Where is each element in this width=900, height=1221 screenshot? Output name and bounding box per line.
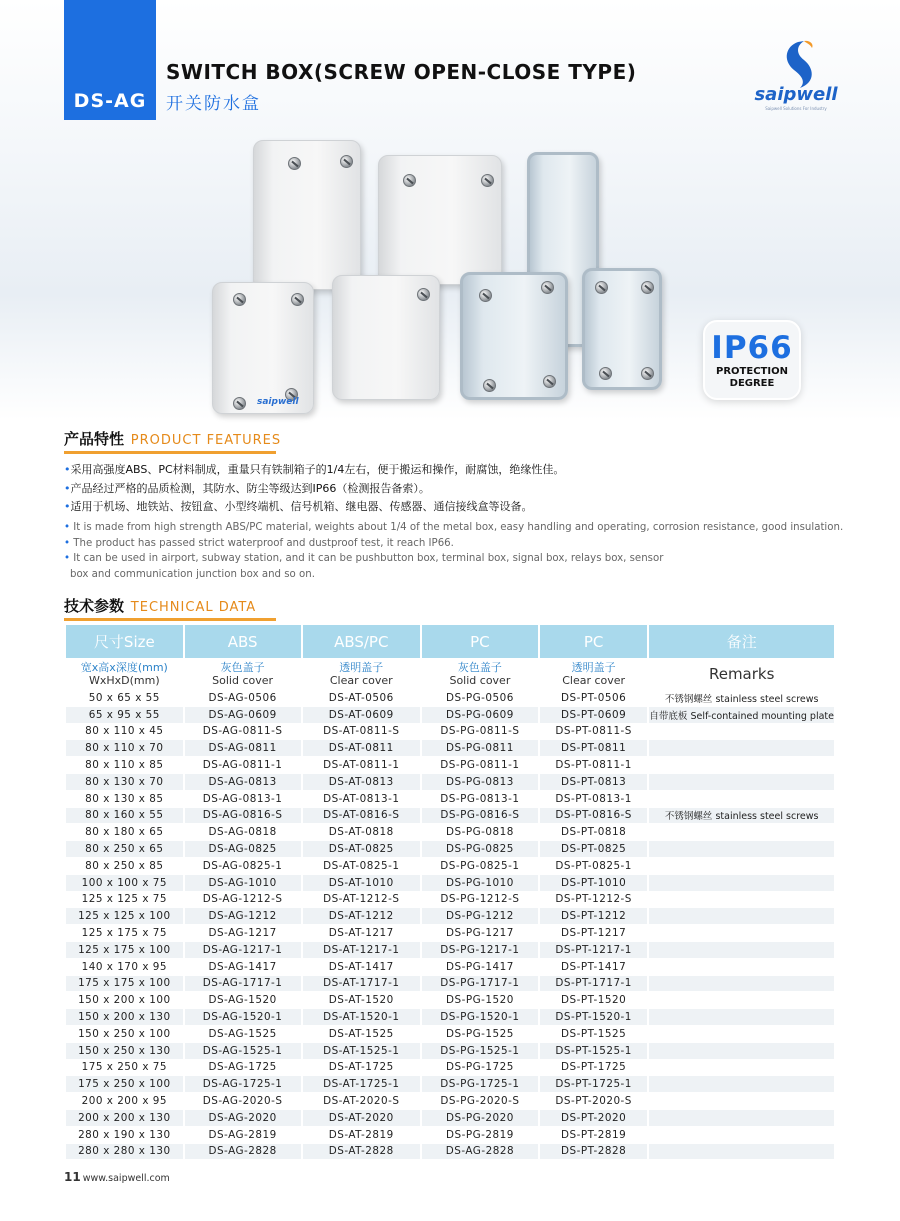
cell-abs-pc-model: DS-AT-0811-S bbox=[303, 724, 420, 740]
cell-pc-clear-model: DS-PT-1217 bbox=[540, 925, 648, 941]
cell-abs-pc-model: DS-AT-2819 bbox=[303, 1127, 420, 1143]
cell-pc-clear-model: DS-PT-1212 bbox=[540, 908, 648, 924]
cell-remark bbox=[649, 724, 834, 740]
cell-pc-solid-model: DS-PG-2020-S bbox=[422, 1093, 538, 1109]
cell-size: 80 x 110 x 85 bbox=[66, 757, 183, 773]
table-body bbox=[66, 690, 834, 1159]
table-row bbox=[66, 724, 834, 740]
screw-icon bbox=[233, 293, 246, 306]
table-row bbox=[66, 976, 834, 992]
cell-abs-pc-model: DS-AT-1520-1 bbox=[303, 1009, 420, 1025]
table-row bbox=[66, 707, 834, 723]
table-row bbox=[66, 875, 834, 891]
cell-abs-pc-model: DS-AT-0609 bbox=[303, 707, 420, 723]
cell-pc-clear-model: DS-PT-2020-S bbox=[540, 1093, 648, 1109]
header-remarks: 备注 bbox=[649, 625, 834, 658]
cell-abs-model: DS-AG-1525-1 bbox=[185, 1043, 301, 1059]
cell-remark bbox=[649, 1093, 834, 1109]
cell-abs-pc-model: DS-AT-1212 bbox=[303, 908, 420, 924]
cell-abs-pc-model: DS-AT-0811 bbox=[303, 740, 420, 756]
cell-pc-solid-model: DS-PG-0811 bbox=[422, 740, 538, 756]
cell-remark bbox=[649, 841, 834, 857]
cell-abs-model: DS-AG-0811-S bbox=[185, 724, 301, 740]
cell-abs-model: DS-AG-1520-1 bbox=[185, 1009, 301, 1025]
cell-pc-solid-model: DS-PG-1010 bbox=[422, 875, 538, 891]
table-row bbox=[66, 1009, 834, 1025]
enclosure-small-solid-2 bbox=[332, 275, 440, 400]
cell-remark bbox=[649, 908, 834, 924]
cell-size: 280 x 280 x 130 bbox=[66, 1144, 183, 1160]
cell-pc-solid-model: DS-AG-2828 bbox=[422, 1144, 538, 1160]
cell-size: 280 x 190 x 130 bbox=[66, 1127, 183, 1143]
cell-abs-pc-model: DS-AT-1212-S bbox=[303, 892, 420, 908]
screw-icon bbox=[340, 155, 353, 168]
cell-pc-solid-model: DS-PG-1717-1 bbox=[422, 976, 538, 992]
table-row bbox=[66, 925, 834, 941]
cell-pc-clear-model: DS-PT-0609 bbox=[540, 707, 648, 723]
cell-pc-clear-model: DS-PT-1717-1 bbox=[540, 976, 648, 992]
page-footer bbox=[64, 1170, 170, 1184]
table-row bbox=[66, 858, 834, 874]
table-row bbox=[66, 1144, 834, 1160]
cell-abs-model: DS-AG-1417 bbox=[185, 959, 301, 975]
cell-pc-solid-model: DS-PG-1212-S bbox=[422, 892, 538, 908]
ip66-badge bbox=[703, 320, 801, 400]
screw-icon bbox=[288, 157, 301, 170]
cell-size: 125 x 125 x 75 bbox=[66, 892, 183, 908]
technical-heading-en: TECHNICAL DATA bbox=[130, 600, 257, 615]
enclosure-wide-solid bbox=[378, 155, 502, 285]
page-number: 11 bbox=[64, 1170, 81, 1184]
cell-pc-solid-model: DS-PG-1525 bbox=[422, 1026, 538, 1042]
cell-remark bbox=[649, 892, 834, 908]
screw-icon bbox=[233, 397, 246, 410]
cell-abs-model: DS-AG-1212 bbox=[185, 908, 301, 924]
cell-pc-solid-model: DS-PG-0813-1 bbox=[422, 791, 538, 807]
cell-size: 125 x 125 x 100 bbox=[66, 908, 183, 924]
enclosure-tall-solid bbox=[253, 140, 361, 290]
cell-remark: 自带底板 Self-contained mounting plate bbox=[649, 707, 834, 723]
cell-remark bbox=[649, 1043, 834, 1059]
technical-underline bbox=[64, 618, 276, 621]
table-row bbox=[66, 757, 834, 773]
cell-size: 80 x 130 x 70 bbox=[66, 774, 183, 790]
technical-heading-cn: 技术参数 bbox=[64, 597, 125, 615]
footer-url: www.saipwell.com bbox=[82, 1173, 170, 1184]
logo-tagline: Saipwell Solutions For Industry bbox=[765, 106, 827, 111]
table-row bbox=[66, 892, 834, 908]
header-size: 尺寸Size bbox=[66, 625, 183, 658]
cell-pc-solid-model: DS-PG-1725-1 bbox=[422, 1076, 538, 1092]
cell-remark bbox=[649, 1127, 834, 1143]
cell-abs-pc-model: DS-AT-1520 bbox=[303, 992, 420, 1008]
table-row bbox=[66, 1060, 834, 1076]
saipwell-logo bbox=[746, 38, 846, 118]
cell-abs-model: DS-AG-0818 bbox=[185, 824, 301, 840]
cell-remark bbox=[649, 1110, 834, 1126]
cell-pc-solid-model: DS-PG-1520 bbox=[422, 992, 538, 1008]
cell-abs-pc-model: DS-AT-1725 bbox=[303, 1060, 420, 1076]
cell-size: 50 x 65 x 55 bbox=[66, 690, 183, 706]
features-heading bbox=[64, 428, 281, 449]
screw-icon bbox=[291, 293, 304, 306]
cell-size: 150 x 200 x 130 bbox=[66, 1009, 183, 1025]
subheader-pc-solid: 灰色盖子 Solid cover bbox=[422, 659, 538, 689]
cell-abs-model: DS-AG-0813-1 bbox=[185, 791, 301, 807]
feature-item-en: • It can be used in airport, subway station, and it can be pushbutton box, terminal box, signal box, relays box, sensor bbox=[64, 553, 664, 564]
table-row bbox=[66, 1093, 834, 1109]
cell-size: 150 x 250 x 100 bbox=[66, 1026, 183, 1042]
subheader-abs: 灰色盖子 Solid cover bbox=[185, 659, 301, 689]
table-row bbox=[66, 808, 834, 824]
cell-abs-pc-model: DS-AT-1010 bbox=[303, 875, 420, 891]
cell-remark bbox=[649, 1144, 834, 1160]
feature-item-en: • It is made from high strength ABS/PC material, weights about 1/4 of the metal box, easy handling and operating, corrosion resistance, good insulation. bbox=[64, 522, 844, 533]
cell-pc-clear-model: DS-PT-1725-1 bbox=[540, 1076, 648, 1092]
cell-pc-solid-model: DS-PG-0811-S bbox=[422, 724, 538, 740]
cell-remark bbox=[649, 1076, 834, 1092]
badge-line1: PROTECTION bbox=[716, 366, 788, 377]
features-heading-cn: 产品特性 bbox=[64, 430, 125, 448]
cell-pc-clear-model: DS-PT-0816-S bbox=[540, 808, 648, 824]
cell-abs-model: DS-AG-2020-S bbox=[185, 1093, 301, 1109]
screw-icon bbox=[417, 288, 430, 301]
cell-pc-solid-model: DS-PG-1212 bbox=[422, 908, 538, 924]
cell-remark: 不锈钢螺丝 stainless steel screws bbox=[649, 690, 834, 706]
cell-remark bbox=[649, 1009, 834, 1025]
table-row bbox=[66, 1127, 834, 1143]
cell-abs-model: DS-AG-1217 bbox=[185, 925, 301, 941]
cell-pc-clear-model: DS-PT-0811-1 bbox=[540, 757, 648, 773]
cell-abs-pc-model: DS-AT-0811-1 bbox=[303, 757, 420, 773]
subheader-abs-pc: 透明盖子 Clear cover bbox=[303, 659, 420, 689]
table-row bbox=[66, 1110, 834, 1126]
cell-remark bbox=[649, 992, 834, 1008]
page-title: SWITCH BOX(SCREW OPEN-CLOSE TYPE) bbox=[166, 60, 637, 84]
box-brand-mark: saipwell bbox=[257, 397, 299, 407]
cell-size: 80 x 130 x 85 bbox=[66, 791, 183, 807]
table-header-row bbox=[66, 625, 834, 658]
cell-pc-clear-model: DS-PT-1217-1 bbox=[540, 942, 648, 958]
table-row bbox=[66, 1026, 834, 1042]
table-subheader-row bbox=[66, 659, 834, 689]
cell-remark: 不锈钢螺丝 stainless steel screws bbox=[649, 808, 834, 824]
cell-abs-pc-model: DS-AT-1217 bbox=[303, 925, 420, 941]
cell-remark bbox=[649, 824, 834, 840]
cell-pc-solid-model: DS-PG-1217-1 bbox=[422, 942, 538, 958]
cell-abs-pc-model: DS-AT-1725-1 bbox=[303, 1076, 420, 1092]
cell-remark bbox=[649, 791, 834, 807]
cell-abs-pc-model: DS-AT-2020 bbox=[303, 1110, 420, 1126]
table-row bbox=[66, 992, 834, 1008]
cell-pc-solid-model: DS-PG-1417 bbox=[422, 959, 538, 975]
cell-size: 80 x 250 x 65 bbox=[66, 841, 183, 857]
cell-size: 125 x 175 x 100 bbox=[66, 942, 183, 958]
cell-pc-solid-model: DS-PG-1725 bbox=[422, 1060, 538, 1076]
technical-heading bbox=[64, 595, 256, 616]
cell-remark bbox=[649, 959, 834, 975]
cell-abs-pc-model: DS-AT-0813 bbox=[303, 774, 420, 790]
cell-abs-pc-model: DS-AT-0818 bbox=[303, 824, 420, 840]
cell-remark bbox=[649, 976, 834, 992]
cell-pc-clear-model: DS-PT-1520-1 bbox=[540, 1009, 648, 1025]
cell-abs-model: DS-AG-2020 bbox=[185, 1110, 301, 1126]
cell-abs-pc-model: DS-AT-1525 bbox=[303, 1026, 420, 1042]
logo-wordmark: saipwell bbox=[754, 84, 838, 105]
cell-remark bbox=[649, 925, 834, 941]
subheader-size: 宽x高x深度(mm) WxHxD(mm) bbox=[66, 659, 183, 689]
cell-pc-clear-model: DS-PT-0506 bbox=[540, 690, 648, 706]
cell-size: 80 x 180 x 65 bbox=[66, 824, 183, 840]
enclosure-small-solid-1 bbox=[212, 282, 314, 414]
screw-icon bbox=[483, 379, 496, 392]
cell-pc-solid-model: DS-PG-0609 bbox=[422, 707, 538, 723]
cell-abs-model: DS-AG-0811 bbox=[185, 740, 301, 756]
cell-pc-clear-model: DS-PT-0811 bbox=[540, 740, 648, 756]
cell-abs-pc-model: DS-AT-1525-1 bbox=[303, 1043, 420, 1059]
series-code: DS-AG bbox=[73, 90, 147, 112]
screw-icon bbox=[481, 174, 494, 187]
cell-pc-clear-model: DS-PT-2819 bbox=[540, 1127, 648, 1143]
cell-size: 175 x 175 x 100 bbox=[66, 976, 183, 992]
cell-pc-clear-model: DS-PT-0825 bbox=[540, 841, 648, 857]
table-row bbox=[66, 690, 834, 706]
table-row bbox=[66, 841, 834, 857]
ip-rating: IP66 bbox=[711, 330, 793, 366]
header-abs-pc: ABS/PC bbox=[303, 625, 420, 658]
cell-abs-model: DS-AG-1725-1 bbox=[185, 1076, 301, 1092]
table-row bbox=[66, 1076, 834, 1092]
subheader-remarks: Remarks bbox=[649, 659, 834, 689]
cell-pc-clear-model: DS-PT-1010 bbox=[540, 875, 648, 891]
cell-abs-model: DS-AG-2819 bbox=[185, 1127, 301, 1143]
cell-pc-solid-model: DS-PG-1520-1 bbox=[422, 1009, 538, 1025]
features-heading-en: PRODUCT FEATURES bbox=[130, 433, 282, 448]
cell-abs-model: DS-AG-1212-S bbox=[185, 892, 301, 908]
technical-data-table bbox=[64, 624, 836, 1160]
screw-icon bbox=[641, 367, 654, 380]
cell-pc-clear-model: DS-PT-1417 bbox=[540, 959, 648, 975]
cell-pc-solid-model: DS-PG-0818 bbox=[422, 824, 538, 840]
features-list-en bbox=[64, 520, 843, 582]
header-pc-solid: PC bbox=[422, 625, 538, 658]
cell-remark bbox=[649, 1026, 834, 1042]
cell-size: 150 x 250 x 130 bbox=[66, 1043, 183, 1059]
cell-abs-model: DS-AG-0825 bbox=[185, 841, 301, 857]
cell-remark bbox=[649, 875, 834, 891]
cell-pc-clear-model: DS-PT-1520 bbox=[540, 992, 648, 1008]
cell-abs-pc-model: DS-AT-0813-1 bbox=[303, 791, 420, 807]
cell-pc-solid-model: DS-PG-0811-1 bbox=[422, 757, 538, 773]
cell-pc-solid-model: DS-PG-1217 bbox=[422, 925, 538, 941]
header-abs: ABS bbox=[185, 625, 301, 658]
cell-abs-pc-model: DS-AT-0825 bbox=[303, 841, 420, 857]
cell-remark bbox=[649, 858, 834, 874]
cell-abs-model: DS-AG-0609 bbox=[185, 707, 301, 723]
cell-pc-solid-model: DS-PG-0825-1 bbox=[422, 858, 538, 874]
screw-icon bbox=[403, 174, 416, 187]
table-row bbox=[66, 1043, 834, 1059]
cell-abs-model: DS-AG-1010 bbox=[185, 875, 301, 891]
cell-abs-model: DS-AG-1520 bbox=[185, 992, 301, 1008]
cell-pc-clear-model: DS-PT-0811-S bbox=[540, 724, 648, 740]
cell-size: 80 x 160 x 55 bbox=[66, 808, 183, 824]
cell-remark bbox=[649, 757, 834, 773]
cell-size: 65 x 95 x 55 bbox=[66, 707, 183, 723]
cell-size: 80 x 110 x 45 bbox=[66, 724, 183, 740]
table-row bbox=[66, 908, 834, 924]
screw-icon bbox=[479, 289, 492, 302]
cell-pc-clear-model: DS-PT-0813-1 bbox=[540, 791, 648, 807]
enclosure-medium-clear bbox=[460, 272, 568, 400]
cell-pc-clear-model: DS-PT-2828 bbox=[540, 1144, 648, 1160]
cell-pc-solid-model: DS-PG-0506 bbox=[422, 690, 538, 706]
badge-line2: DEGREE bbox=[729, 378, 775, 389]
screw-icon bbox=[599, 367, 612, 380]
screw-icon bbox=[541, 281, 554, 294]
cell-abs-pc-model: DS-AT-1717-1 bbox=[303, 976, 420, 992]
cell-pc-solid-model: DS-PG-1525-1 bbox=[422, 1043, 538, 1059]
page-subtitle-cn: 开关防水盒 bbox=[166, 94, 261, 114]
cell-remark bbox=[649, 942, 834, 958]
cell-size: 125 x 175 x 75 bbox=[66, 925, 183, 941]
cell-abs-pc-model: DS-AT-0506 bbox=[303, 690, 420, 706]
cell-abs-pc-model: DS-AT-2020-S bbox=[303, 1093, 420, 1109]
enclosure-small-clear bbox=[582, 268, 662, 390]
cell-abs-model: DS-AG-1525 bbox=[185, 1026, 301, 1042]
features-list-cn bbox=[64, 461, 564, 517]
cell-size: 100 x 100 x 75 bbox=[66, 875, 183, 891]
cell-abs-model: DS-AG-0813 bbox=[185, 774, 301, 790]
cell-size: 80 x 250 x 85 bbox=[66, 858, 183, 874]
cell-remark bbox=[649, 1060, 834, 1076]
cell-size: 80 x 110 x 70 bbox=[66, 740, 183, 756]
cell-pc-clear-model: DS-PT-2020 bbox=[540, 1110, 648, 1126]
features-underline bbox=[64, 451, 276, 454]
cell-remark bbox=[649, 774, 834, 790]
header-pc-clear: PC bbox=[540, 625, 648, 658]
cell-pc-solid-model: DS-PG-0813 bbox=[422, 774, 538, 790]
table-row bbox=[66, 824, 834, 840]
cell-abs-model: DS-AG-1217-1 bbox=[185, 942, 301, 958]
cell-abs-pc-model: DS-AT-0825-1 bbox=[303, 858, 420, 874]
cell-remark bbox=[649, 740, 834, 756]
feature-item-cn: •产品经过严格的品质检测，其防水、防尘等级达到IP66（检测报告备索）。 bbox=[64, 481, 430, 495]
cell-pc-clear-model: DS-PT-1212-S bbox=[540, 892, 648, 908]
table-row bbox=[66, 959, 834, 975]
table-row bbox=[66, 740, 834, 756]
cell-pc-clear-model: DS-PT-0825-1 bbox=[540, 858, 648, 874]
feature-item-en: • The product has passed strict waterproof and dustproof test, it reach IP66. bbox=[64, 537, 454, 549]
cell-abs-pc-model: DS-AT-2828 bbox=[303, 1144, 420, 1160]
feature-item-cn: •适用于机场、地铁站、按钮盒、小型终端机、信号机箱、继电器、传感器、通信接线盒等设备。 bbox=[64, 500, 533, 513]
cell-size: 175 x 250 x 75 bbox=[66, 1060, 183, 1076]
cell-pc-clear-model: DS-PT-1725 bbox=[540, 1060, 648, 1076]
feature-item-cn: •采用高强度ABS、PC材料制成，重量只有铁制箱子的1/4左右，便于搬运和操作，耐腐蚀，绝缘性佳。 bbox=[64, 463, 565, 476]
screw-icon bbox=[543, 375, 556, 388]
swoosh-logo-icon bbox=[746, 38, 846, 88]
cell-pc-clear-model: DS-PT-0813 bbox=[540, 774, 648, 790]
feature-item-en-continued: box and communication junction box and so on. bbox=[70, 568, 315, 580]
screw-icon bbox=[641, 281, 654, 294]
subheader-pc-clear: 透明盖子 Clear cover bbox=[540, 659, 648, 689]
cell-size: 150 x 200 x 100 bbox=[66, 992, 183, 1008]
cell-abs-model: DS-AG-0811-1 bbox=[185, 757, 301, 773]
cell-abs-model: DS-AG-1725 bbox=[185, 1060, 301, 1076]
cell-abs-pc-model: DS-AT-0816-S bbox=[303, 808, 420, 824]
cell-size: 175 x 250 x 100 bbox=[66, 1076, 183, 1092]
cell-abs-model: DS-AG-0506 bbox=[185, 690, 301, 706]
table-row bbox=[66, 791, 834, 807]
cell-pc-solid-model: DS-PG-2020 bbox=[422, 1110, 538, 1126]
cell-pc-solid-model: DS-PG-0825 bbox=[422, 841, 538, 857]
cell-abs-model: DS-AG-2828 bbox=[185, 1144, 301, 1160]
cell-pc-clear-model: DS-PT-0818 bbox=[540, 824, 648, 840]
table-row bbox=[66, 942, 834, 958]
cell-pc-solid-model: DS-PG-0816-S bbox=[422, 808, 538, 824]
cell-pc-clear-model: DS-PT-1525 bbox=[540, 1026, 648, 1042]
cell-abs-model: DS-AG-1717-1 bbox=[185, 976, 301, 992]
cell-abs-pc-model: DS-AT-1417 bbox=[303, 959, 420, 975]
cell-size: 200 x 200 x 130 bbox=[66, 1110, 183, 1126]
cell-size: 140 x 170 x 95 bbox=[66, 959, 183, 975]
cell-pc-solid-model: DS-PG-2819 bbox=[422, 1127, 538, 1143]
table-row bbox=[66, 774, 834, 790]
cell-abs-model: DS-AG-0816-S bbox=[185, 808, 301, 824]
cell-size: 200 x 200 x 95 bbox=[66, 1093, 183, 1109]
cell-pc-clear-model: DS-PT-1525-1 bbox=[540, 1043, 648, 1059]
screw-icon bbox=[595, 281, 608, 294]
cell-abs-pc-model: DS-AT-1217-1 bbox=[303, 942, 420, 958]
cell-abs-model: DS-AG-0825-1 bbox=[185, 858, 301, 874]
series-code-tab bbox=[64, 0, 156, 120]
